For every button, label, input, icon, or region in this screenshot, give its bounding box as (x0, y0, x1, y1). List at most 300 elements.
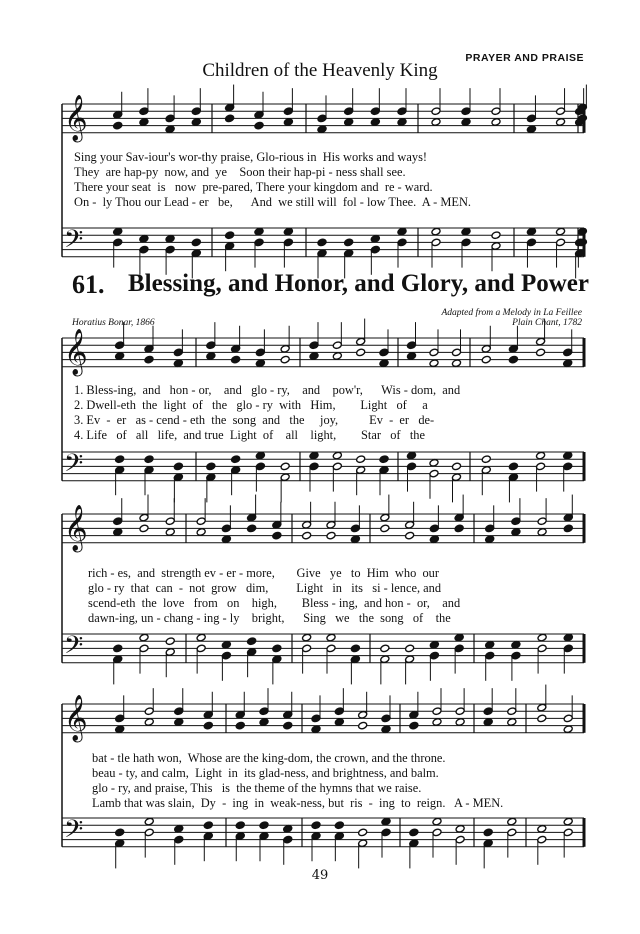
note-head (139, 245, 149, 254)
note-head (508, 355, 518, 364)
note-head (221, 651, 231, 660)
note-head (139, 107, 149, 116)
note-head (452, 359, 462, 368)
note-head (432, 707, 442, 716)
note-head (332, 352, 342, 361)
note-head (139, 644, 149, 653)
note-head (311, 821, 321, 830)
note-head (144, 718, 154, 727)
page-number: 49 (311, 868, 329, 883)
note-head (113, 655, 123, 664)
note-head (563, 348, 573, 357)
note-head (115, 714, 125, 723)
note-head (206, 341, 216, 350)
note-head (397, 107, 407, 116)
note-head (206, 462, 216, 471)
note-head (139, 118, 149, 127)
note-head (283, 118, 293, 127)
note-head (491, 231, 501, 240)
bass-clef-icon: 𝄢 (64, 225, 84, 260)
note-head (225, 242, 235, 251)
note-head (326, 521, 336, 530)
note-head (511, 651, 521, 660)
note-head (165, 125, 175, 134)
bass-clef-icon: 𝄢 (64, 815, 84, 850)
treble-clef-icon: 𝄞 (64, 505, 88, 551)
note-head (165, 245, 175, 254)
note-head (334, 718, 344, 727)
note-head (536, 348, 546, 357)
note-head (455, 825, 465, 834)
note-head (407, 451, 417, 460)
note-head (563, 817, 573, 826)
hymn-61-sys3-verse-1: bat - tle hath won, Whose are the king-dom, the crown, and the throne. (92, 751, 446, 765)
hymn-61-sys2-verse-4: dawn-ing, un - chang - ing - ly bright, Sing we the song of the (88, 611, 451, 625)
bass-clef-icon: 𝄢 (64, 449, 84, 484)
note-head (481, 345, 491, 354)
note-head (144, 707, 154, 716)
note-head (397, 227, 407, 236)
note-head (332, 462, 342, 471)
note-head (507, 817, 517, 826)
note-head (356, 466, 366, 475)
note-head (326, 531, 336, 540)
hymn-61-sys3-verse-2: beau - ty, and calm, Light in its glad-ness, and brightness, and balm. (92, 766, 439, 780)
note-head (491, 118, 501, 127)
hymn-60-verse-2: They are hap-py now, and ye Soon their hap-pi - ness shall see. (74, 165, 406, 179)
note-head (225, 103, 235, 112)
note-head (283, 238, 293, 247)
note-head (165, 648, 175, 657)
note-head (283, 711, 293, 720)
note-head (370, 107, 380, 116)
note-head (309, 341, 319, 350)
note-head (358, 711, 368, 720)
note-head (350, 535, 360, 544)
note-head (191, 238, 201, 247)
note-head (407, 341, 417, 350)
note-head (526, 227, 536, 236)
note-head (455, 707, 465, 716)
note-head (409, 828, 419, 837)
note-head (397, 238, 407, 247)
note-head (283, 825, 293, 834)
note-head (507, 828, 517, 837)
note-head (407, 462, 417, 471)
note-head (344, 107, 354, 116)
note-head (272, 531, 282, 540)
note-head (344, 118, 354, 127)
note-head (221, 641, 231, 650)
note-head (563, 524, 573, 533)
note-head (309, 352, 319, 361)
note-head (358, 721, 368, 730)
note-head (225, 114, 235, 123)
note-head (577, 103, 587, 112)
note-head (356, 455, 366, 464)
note-head (235, 711, 245, 720)
hymn-60-verse-1: Sing your Sav-iour's wor-thy praise, Glo-rious in His works and ways! (74, 150, 428, 164)
hymn-61-title: Blessing, and Honor, and Glory, and Power (128, 270, 589, 297)
note-head (485, 535, 495, 544)
note-head (247, 524, 257, 533)
note-head (174, 835, 184, 844)
note-head (235, 721, 245, 730)
note-head (405, 644, 415, 653)
note-head (174, 825, 184, 834)
note-head (225, 231, 235, 240)
treble-clef-icon: 𝄞 (64, 95, 88, 141)
note-head (432, 718, 442, 727)
note-head (344, 249, 354, 258)
tune-source-1: Adapted from a Melody in La Feillee (441, 308, 582, 318)
note-head (247, 648, 257, 657)
note-head (317, 238, 327, 247)
note-head (356, 348, 366, 357)
note-head (350, 655, 360, 664)
note-head (139, 524, 149, 533)
note-head (272, 655, 282, 664)
note-head (174, 718, 184, 727)
note-head (203, 721, 213, 730)
hymn-60-verse-4: On - ly Thou our Lead - er be, And we still will fol - low Thee. A - MEN. (74, 195, 472, 209)
note-head (483, 828, 493, 837)
note-head (255, 348, 265, 357)
note-head (429, 651, 439, 660)
note-head (254, 121, 264, 130)
note-head (563, 513, 573, 522)
hymn-61-sys1-verse-2: 2. Dwell-eth the light of the glo - ry with Him, Light of a (74, 398, 428, 412)
note-head (432, 828, 442, 837)
note-head (272, 521, 282, 530)
tune-source-2: Plain Chant, 1782 (512, 318, 582, 328)
note-head (196, 517, 206, 526)
note-head (334, 821, 344, 830)
note-head (332, 341, 342, 350)
note-head (405, 655, 415, 664)
note-head (144, 455, 154, 464)
note-head (454, 524, 464, 533)
note-head (485, 524, 495, 533)
note-head (379, 359, 389, 368)
bass-clef-icon: 𝄢 (64, 631, 84, 666)
note-head (405, 531, 415, 540)
note-head (326, 644, 336, 653)
note-head (311, 714, 321, 723)
note-head (174, 707, 184, 716)
note-head (491, 242, 501, 251)
note-head (317, 114, 327, 123)
note-head (491, 107, 501, 116)
note-head (231, 455, 241, 464)
note-head (203, 821, 213, 830)
note-head (381, 725, 391, 734)
note-head (508, 473, 518, 482)
note-head (507, 707, 517, 716)
note-head (563, 725, 573, 734)
note-head (283, 107, 293, 116)
note-head (173, 473, 183, 482)
note-head (511, 641, 521, 650)
note-head (556, 107, 566, 116)
note-head (309, 451, 319, 460)
note-head (173, 348, 183, 357)
note-head (113, 111, 123, 120)
note-head (165, 235, 175, 244)
note-head (115, 455, 125, 464)
note-head (247, 637, 257, 646)
note-head (485, 641, 495, 650)
note-head (139, 633, 149, 642)
note-head (173, 359, 183, 368)
note-head (165, 517, 175, 526)
note-head (455, 835, 465, 844)
note-head (317, 249, 327, 258)
note-head (196, 644, 206, 653)
note-head (356, 337, 366, 346)
note-head (259, 707, 269, 716)
hymn-61-sys1-verse-1: 1. Bless-ing, and hon - or, and glo - ry, and pow'r, Wis - dom, and (74, 383, 461, 397)
note-head (280, 355, 290, 364)
note-head (247, 513, 257, 522)
note-head (454, 513, 464, 522)
note-head (196, 633, 206, 642)
note-head (302, 531, 312, 540)
note-head (115, 466, 125, 475)
note-head (235, 821, 245, 830)
note-head (350, 524, 360, 533)
note-head (405, 521, 415, 530)
note-head (302, 633, 312, 642)
note-head (115, 725, 125, 734)
note-head (429, 524, 439, 533)
note-head (255, 462, 265, 471)
note-head (254, 238, 264, 247)
note-head (526, 114, 536, 123)
note-head (206, 352, 216, 361)
note-head (556, 118, 566, 127)
note-head (563, 633, 573, 642)
hymn-60-title: Children of the Heavenly King (202, 60, 438, 81)
note-head (254, 111, 264, 120)
note-head (191, 118, 201, 127)
note-head (563, 644, 573, 653)
note-head (283, 835, 293, 844)
note-head (113, 227, 123, 236)
note-head (311, 725, 321, 734)
note-head (259, 832, 269, 841)
note-head (409, 721, 419, 730)
note-head (429, 359, 439, 368)
note-head (481, 455, 491, 464)
note-head (526, 238, 536, 247)
note-head (280, 473, 290, 482)
note-head (431, 227, 441, 236)
note-head (380, 655, 390, 664)
note-head (380, 644, 390, 653)
note-head (537, 633, 547, 642)
note-head (259, 718, 269, 727)
note-head (203, 711, 213, 720)
note-head (461, 118, 471, 127)
note-head (165, 114, 175, 123)
note-head (511, 528, 521, 537)
note-head (144, 828, 154, 837)
note-head (452, 462, 462, 471)
note-head (311, 832, 321, 841)
note-head (511, 517, 521, 526)
note-head (144, 466, 154, 475)
hymn-61-sys3-verse-4: Lamb that was slain, Dy - ing in weak-ness, but ris - ing to reign. A - MEN. (92, 796, 504, 810)
note-head (461, 107, 471, 116)
note-head (302, 644, 312, 653)
note-head (380, 524, 390, 533)
note-head (358, 839, 368, 848)
note-head (381, 817, 391, 826)
note-head (334, 707, 344, 716)
note-head (556, 227, 566, 236)
author-credit: Horatius Bonar, 1866 (72, 318, 155, 328)
note-head (432, 817, 442, 826)
note-head (280, 345, 290, 354)
note-head (235, 832, 245, 841)
note-head (350, 644, 360, 653)
note-head (206, 473, 216, 482)
note-head (452, 348, 462, 357)
note-head (481, 355, 491, 364)
note-head (454, 633, 464, 642)
note-head (556, 238, 566, 247)
note-head (280, 462, 290, 471)
note-head (332, 451, 342, 460)
note-head (429, 348, 439, 357)
note-head (431, 238, 441, 247)
note-head (481, 466, 491, 475)
note-head (139, 513, 149, 522)
note-head (272, 644, 282, 653)
note-head (409, 711, 419, 720)
note-head (537, 528, 547, 537)
note-head (317, 125, 327, 134)
note-head (144, 817, 154, 826)
hymn-61-number: 61. (72, 270, 105, 299)
note-head (165, 528, 175, 537)
hymn-61-sys2-verse-3: scend-eth the love from on high, Bless - ing, and hon - or, and (88, 596, 461, 610)
note-head (379, 466, 389, 475)
note-head (173, 462, 183, 471)
hymn-60-verse-3: There your seat is now pre-pared, There your kingdom and re - ward. (74, 180, 433, 194)
note-head (283, 227, 293, 236)
note-head (113, 121, 123, 130)
note-head (455, 718, 465, 727)
note-head (507, 718, 517, 727)
hymn-61-sys2-verse-2: glo - ry that can - not grow dim, Light in its si - lence, and (88, 581, 442, 595)
note-head (409, 839, 419, 848)
note-head (231, 466, 241, 475)
hymn-61-sys1-verse-3: 3. Ev - er as - cend - eth the song and the joy, Ev - er de- (74, 413, 435, 427)
note-head (221, 535, 231, 544)
note-head (221, 524, 231, 533)
note-head (358, 828, 368, 837)
note-head (461, 227, 471, 236)
note-head (139, 235, 149, 244)
note-head (537, 714, 547, 723)
note-head (429, 469, 439, 478)
note-head (508, 462, 518, 471)
note-head (577, 114, 587, 123)
note-head (537, 644, 547, 653)
note-head (380, 513, 390, 522)
note-head (115, 341, 125, 350)
note-head (563, 828, 573, 837)
note-head (115, 352, 125, 361)
note-head (344, 238, 354, 247)
note-head (563, 359, 573, 368)
note-head (536, 337, 546, 346)
note-head (334, 832, 344, 841)
note-head (429, 535, 439, 544)
note-head (370, 118, 380, 127)
note-head (483, 839, 493, 848)
note-head (485, 651, 495, 660)
note-head (563, 451, 573, 460)
note-head (165, 637, 175, 646)
note-head (144, 355, 154, 364)
note-head (537, 517, 547, 526)
note-head (563, 714, 573, 723)
note-head (379, 455, 389, 464)
hymn-61-sys2-verse-1: rich - es, and strength ev - er - more, Give ye to Him who our (88, 566, 439, 580)
note-head (231, 345, 241, 354)
note-head (397, 118, 407, 127)
treble-clef-icon: 𝄞 (64, 329, 88, 375)
note-head (113, 644, 123, 653)
note-head (203, 832, 213, 841)
note-head (508, 345, 518, 354)
hymn-61-sys1-verse-4: 4. Life of all life, and true Light of all light, Star of the (74, 428, 425, 442)
note-head (196, 528, 206, 537)
note-head (577, 227, 587, 236)
note-head (483, 718, 493, 727)
note-head (563, 462, 573, 471)
note-head (144, 345, 154, 354)
note-head (255, 451, 265, 460)
note-head (381, 828, 391, 837)
note-head (483, 707, 493, 716)
note-head (536, 451, 546, 460)
note-head (326, 633, 336, 642)
note-head (429, 459, 439, 468)
section-label: PRAYER AND PRAISE (465, 52, 584, 64)
note-head (452, 473, 462, 482)
note-head (379, 348, 389, 357)
note-head (113, 238, 123, 247)
note-head (302, 521, 312, 530)
note-head (115, 839, 125, 848)
treble-clef-icon: 𝄞 (64, 695, 88, 741)
note-head (191, 249, 201, 258)
note-head (113, 528, 123, 537)
note-head (429, 641, 439, 650)
note-head (283, 721, 293, 730)
note-head (454, 644, 464, 653)
note-head (526, 125, 536, 134)
note-head (381, 714, 391, 723)
note-head (191, 107, 201, 116)
note-head (309, 462, 319, 471)
note-head (431, 118, 441, 127)
note-head (259, 821, 269, 830)
